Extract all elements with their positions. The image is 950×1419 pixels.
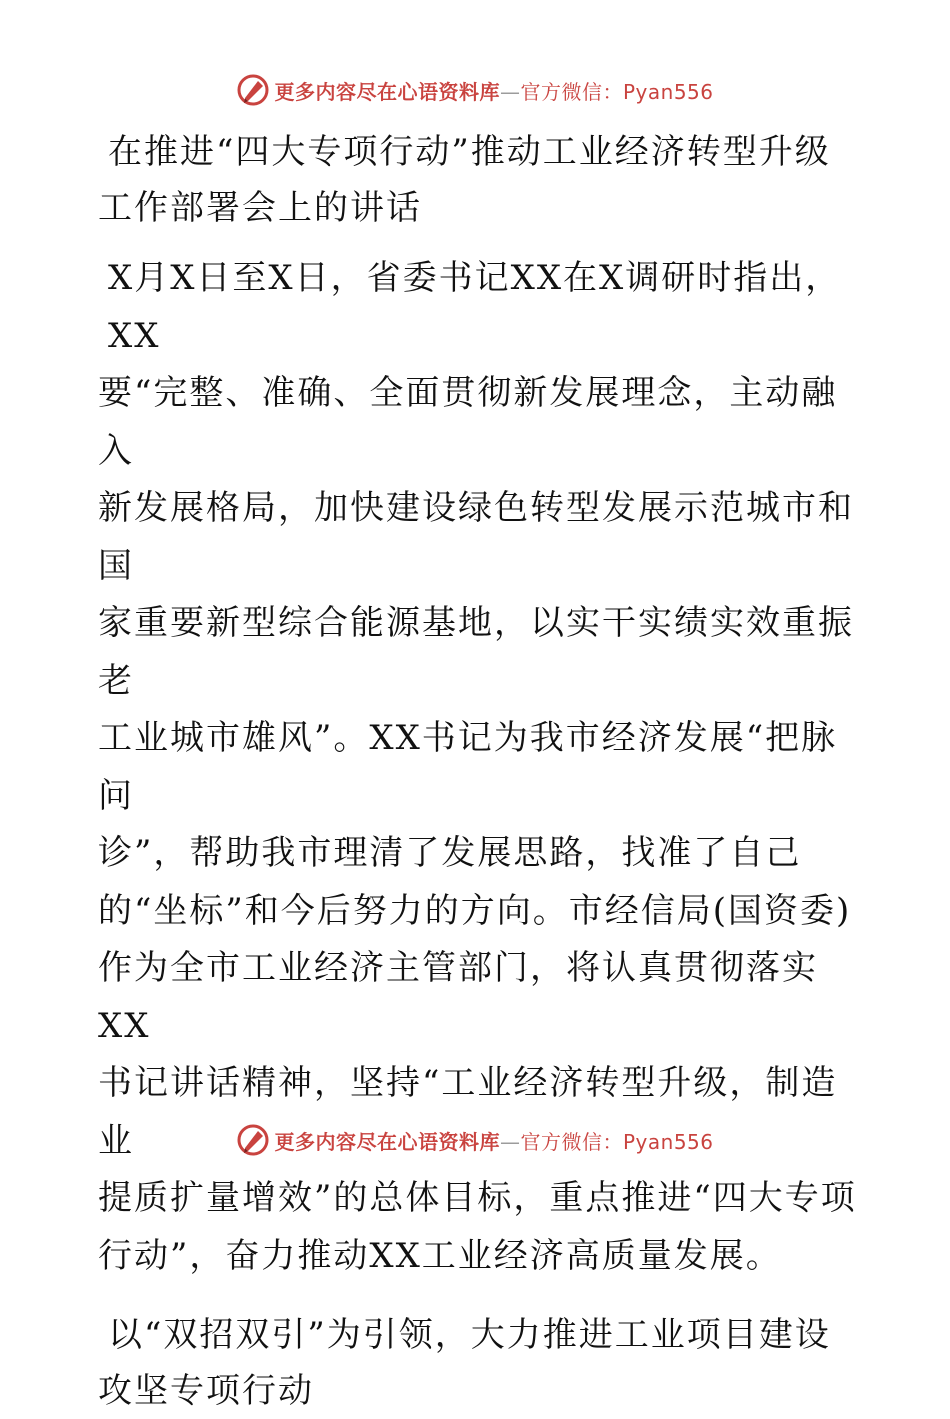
watermark-text (274, 1126, 713, 1155)
watermark-text (274, 76, 713, 105)
paragraph-line: 作为全市工业经济主管部门，将认真贯彻落实XX (98, 948, 818, 1046)
title-line-1: 在推进“四大专项行动”推动工业经济转型升级 (108, 132, 831, 172)
watermark-brand: 更多内容尽在心语资料库 (274, 79, 500, 104)
paragraph-line: 工业城市雄风”。XX书记为我市经济发展“把脉问 (98, 718, 838, 816)
document-title (98, 124, 858, 236)
paragraph-line: 的“坐标”和今后努力的方向。市经信局(国资委) (98, 890, 852, 931)
watermark-wechat-label: 官方微信： (520, 1129, 623, 1154)
pen-nib-logo-icon (236, 1123, 270, 1157)
section-heading-line-1: 以“双招双引”为引领，大力推进工业项目建设 (108, 1315, 831, 1355)
paragraph-line: 家重要新型综合能源基地，以实干实绩实效重振老 (98, 603, 854, 701)
watermark-wechat-id: Pyan556 (622, 1129, 714, 1154)
document-content (98, 118, 858, 1419)
paragraph-line: 书记讲话精神，坚持“工业经济转型升级，制造业 (98, 1063, 838, 1161)
title-line-2: 工作部署会上的讲话 (98, 188, 422, 228)
watermark-separator: — (499, 1129, 521, 1154)
watermark-banner-top (0, 70, 950, 110)
paragraph-line: X月X日至X日，省委书记XX在X调研时指出，XX (108, 258, 842, 356)
pen-nib-logo-icon (236, 73, 270, 107)
paragraph-line: 行动”，奋力推动XX工业经济高质量发展。 (98, 1235, 782, 1276)
watermark-wechat-id: Pyan556 (622, 79, 714, 104)
paragraph-line: 提质扩量增效”的总体目标，重点推进“四大专项 (98, 1178, 857, 1218)
section-heading (98, 1307, 858, 1419)
section-heading-line-2: 攻坚专项行动 (98, 1371, 314, 1411)
watermark-wechat-label: 官方微信： (520, 79, 623, 104)
paragraph-line: 新发展格局，加快建设绿色转型发展示范城市和国 (98, 488, 854, 586)
watermark-brand: 更多内容尽在心语资料库 (274, 1129, 500, 1154)
paragraph-line: 要“完整、准确、全面贯彻新发展理念，主动融入 (98, 373, 838, 471)
paragraph-line: 诊”，帮助我市理清了发展思路，找准了自己 (98, 833, 802, 873)
watermark-separator: — (499, 79, 521, 104)
watermark-banner-bottom (0, 1120, 950, 1160)
